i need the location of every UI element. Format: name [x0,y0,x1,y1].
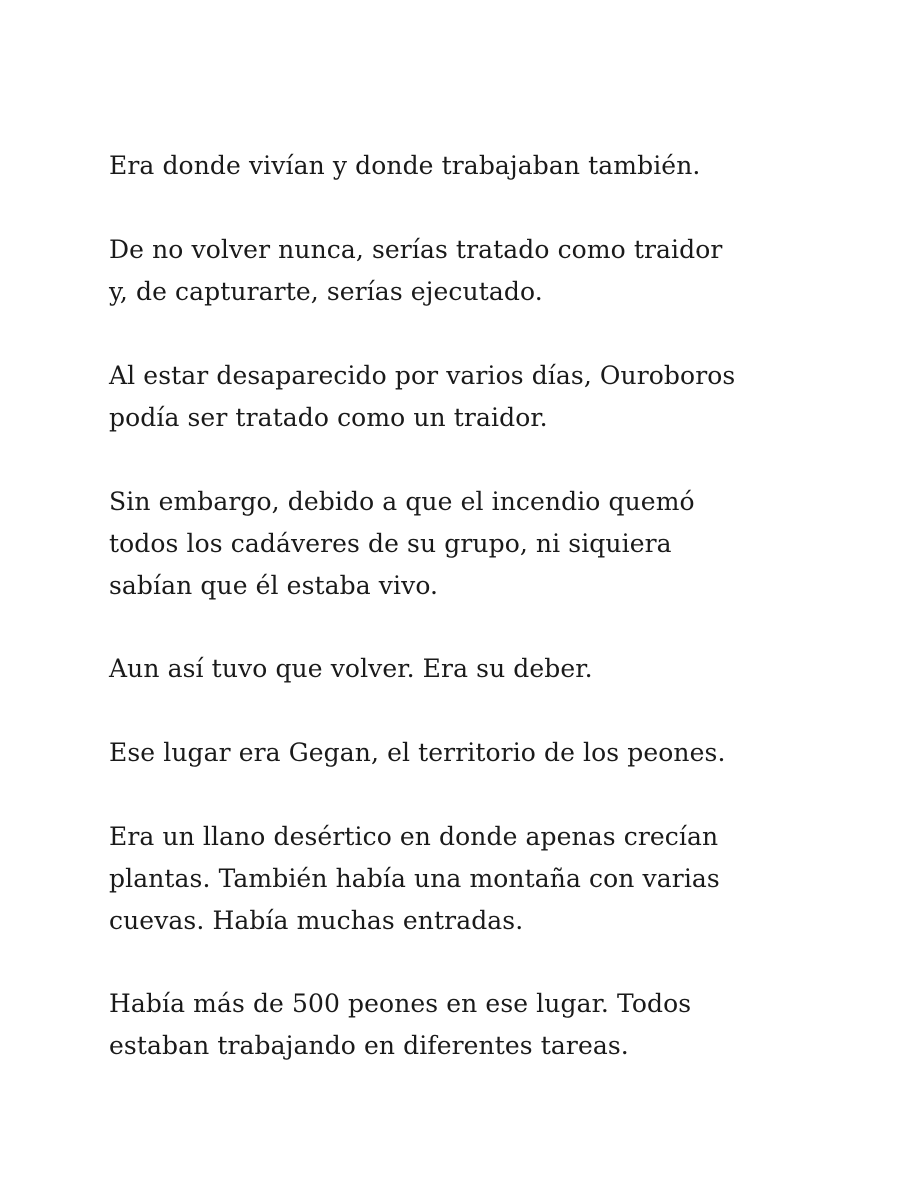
paragraph-3 [109,355,809,439]
text-line: y, de capturarte, serías ejecutado. [109,277,543,306]
text-line: podía ser tratado como un traidor. [109,403,548,432]
text-line: De no volver nunca, serías tratado como traidor [109,235,723,264]
paragraph-6 [109,732,809,774]
paragraph-1 [109,145,809,187]
paragraph-7 [109,816,809,942]
paragraph-4 [109,481,809,607]
text-line: cuevas. Había muchas entradas. [109,906,524,935]
text-line: sabían que él estaba vivo. [109,571,439,600]
text-line: Sin embargo, debido a que el incendio quemó [109,487,695,516]
text-line: plantas. También había una montaña con varias [109,864,720,893]
text-line: Era un llano desértico en donde apenas crecían [109,822,719,851]
paragraph-2 [109,229,809,313]
text-line: Era donde vivían y donde trabajaban también. [109,151,701,180]
text-line: todos los cadáveres de su grupo, ni siquiera [109,529,672,558]
paragraph-5 [109,648,809,690]
text-line: Al estar desaparecido por varios días, Ouroboros [109,361,736,390]
text-line: Había más de 500 peones en ese lugar. Todos [109,989,692,1018]
text-line: Ese lugar era Gegan, el territorio de los peones. [109,738,726,767]
text-line: estaban trabajando en diferentes tareas. [109,1031,629,1060]
text-line: Aun así tuvo que volver. Era su deber. [109,654,593,683]
paragraph-8 [109,983,809,1067]
